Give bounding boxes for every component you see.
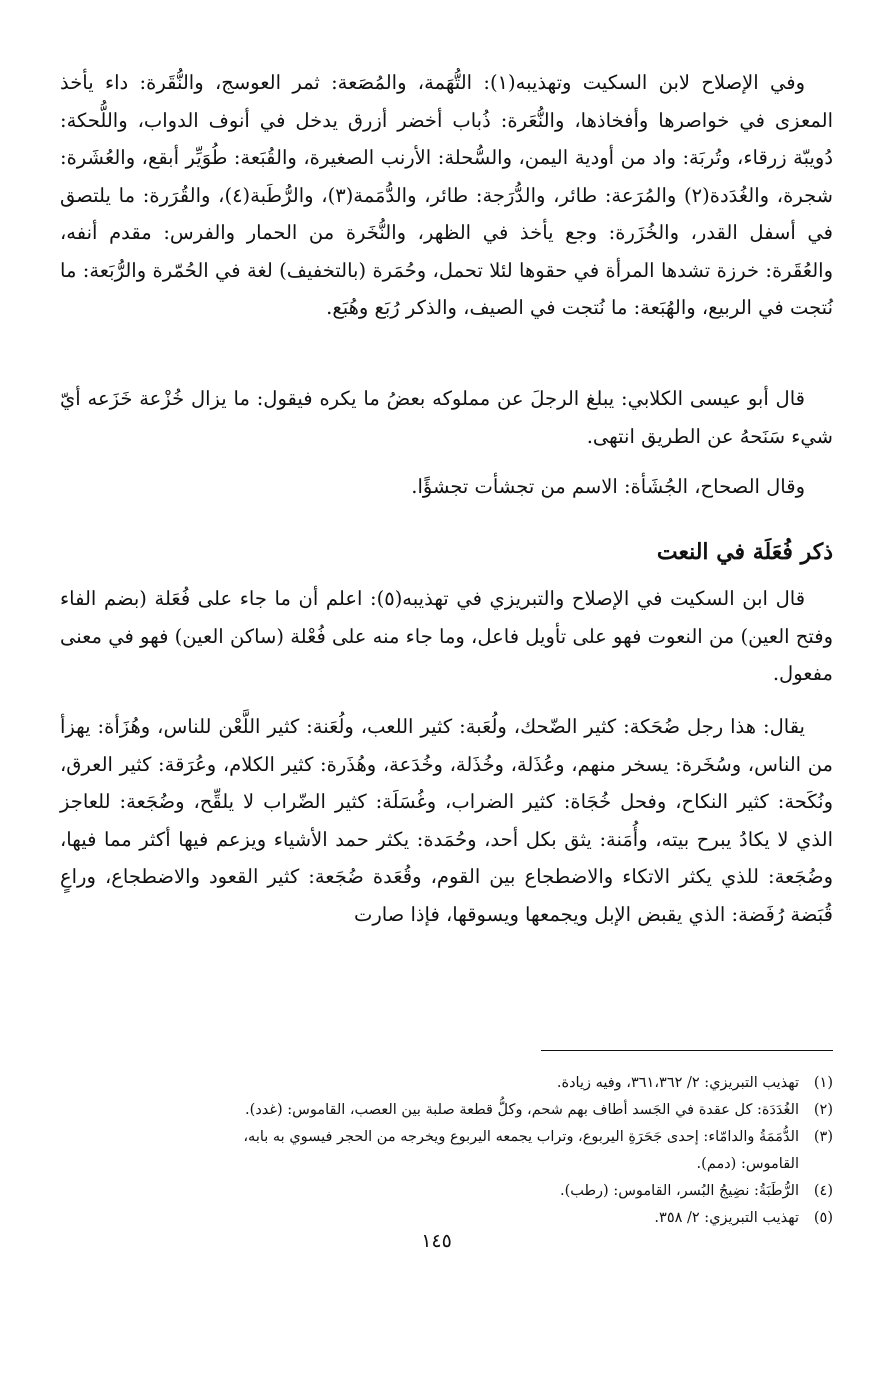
- footnote-number: (٤): [813, 1183, 833, 1199]
- paragraph-2: قال أبو عيسى الكلابي: يبلغ الرجلَ عن مملوكه بعضُ ما يكره فيقول: ما يزال خُزْعة خَزَعه أيّ شيء سَنَحهُ عن الطريق انتهى.: [60, 387, 833, 448]
- paragraph-4: قال ابن السكيت في الإصلاح والتبريزي في تهذيبه(٥): اعلم أن ما جاء على فُعَلة (بضم الفاء وفتح العين) من النعوت فهو على تأويل فاعل، وما جاء منه على فُعْلة (ساكن العين) فهو في معنى مفعول.: [60, 587, 833, 685]
- footnote-5: [60, 1205, 833, 1232]
- footnote-3-continued: [60, 1151, 833, 1178]
- footnote-text: الدُّمَمَةُ والدامّاء: إحدى جَحَرَةِ اليربوع، وتراب يجمعه اليربوع ويخرجه من الحجر فيسوي به بابه،: [243, 1129, 799, 1145]
- paragraph-3: وقال الصحاح، الجُشَأة: الاسم من تجشأت تجشؤًا.: [411, 475, 805, 498]
- footnote-text: الغُدَدَة: كل عقدة في الجَسد أطاف بهم شحم، وكلُّ قطعة صلبة بين العصب، القاموس: (غدد).: [245, 1102, 799, 1118]
- footnotes: [60, 1070, 833, 1232]
- footnote-text: تهذيب التبريزي: ٢/ ٣٦١،٣٦٢، وفيه زيادة.: [556, 1075, 799, 1091]
- footnote-number: (٥): [813, 1210, 833, 1226]
- footnote-number: (٢): [813, 1102, 833, 1118]
- footnote-number: (١): [813, 1075, 833, 1091]
- page-body: [60, 64, 834, 1226]
- footnote-text: تهذيب التبريزي: ٢/ ٣٥٨.: [654, 1210, 799, 1226]
- footnote-text: القاموس: (دمم).: [696, 1156, 799, 1172]
- paragraph-1: وفي الإصلاح لابن السكيت وتهذيبه(١): التُّهَمة، والمُصَعة: ثمر العوسج، والنُّقَرة: داء يأخذ المعزى في خواصرها وأفخاذها، والنُّعَرة: ذُباب أخضر أزرق يدخل في أنوف الدواب، واللُّحكة: دُويبّة زرقاء، وتُربَة: واد من أودية اليمن، والسُّحلة: الأرنب الصغيرة، والقُبَعة: طُوَيِّر أبقع، والعُشَرة: شجرة، والغُدَدة(٢) والمُرَعة: طائر، والدُّرَجة: طائر، والدُّمَمة(٣)، والرُّطَبة(٤)، والقُرَرة: ما يلتصق في أسفل القدر، والخُزَرة: وجع يأخذ في الظهر، والنُّخَرة من الحمار والفرس: مقدم أنفه، والعُقَرة: خرزة تشدها المرأة في حقوها لئلا تحمل، وحُمَرة (بالتخفيف) لغة في الحُمّرة والرُّبَعة: ما نُتجت في الربيع، والهُبَعة: ما نُتجت في الصيف، والذكر رُبَع وهُبَع.: [60, 71, 834, 319]
- footnote-4: [60, 1178, 833, 1205]
- paragraph-5: يقال: هذا رجل ضُحَكة: كثير الضّحك، ولُعَبة: كثير اللعب، ولُعَنة: كثير اللَّعْن للناس، وهُزَأة: يهزأ من الناس، وسُخَرة: يسخر منهم، وعُذَلة، وخُذَلة، وخُدَعة، وهُذَرة: كثير الكلام، وعُرَقة: كثير العرق، ونُكَحة: كثير النكاح، وفحل خُجَاة: كثير الضراب، وغُسَلَة: كثير الضّراب لا يلقِّح، وضُجَعة: للعاجز الذي لا يكادُ يبرح بيته، وأُمَنة: يثق بكل أحد، وحُمَدة: يكثر حمد الأشياء ويزعم فيها أكثر مما فيها، وضُجَعة: للذي يكثر الاتكاء والاضطجاع بين القوم، وقُعَدة ضُجَعة: كثير القعود والاضطجاع، وراعٍ قُبَضة رُفَضة: الذي يقبض الإبل ويجمعها ويسوقها، فإذا صارت: [60, 715, 833, 926]
- footnote-text: الرُّطَبَةُ: نضِيجُ البُسر، القاموس: (رطب).: [560, 1183, 799, 1199]
- footnote-divider: [541, 1050, 833, 1051]
- footnote-number: (٣): [813, 1129, 833, 1145]
- footnote-1: [60, 1070, 833, 1097]
- footnote-2: [60, 1097, 833, 1124]
- footnote-3: [60, 1124, 833, 1151]
- page-number: ١٤٥: [421, 1230, 452, 1252]
- section-heading: ذكر فُعَلَة في النعت: [656, 539, 833, 565]
